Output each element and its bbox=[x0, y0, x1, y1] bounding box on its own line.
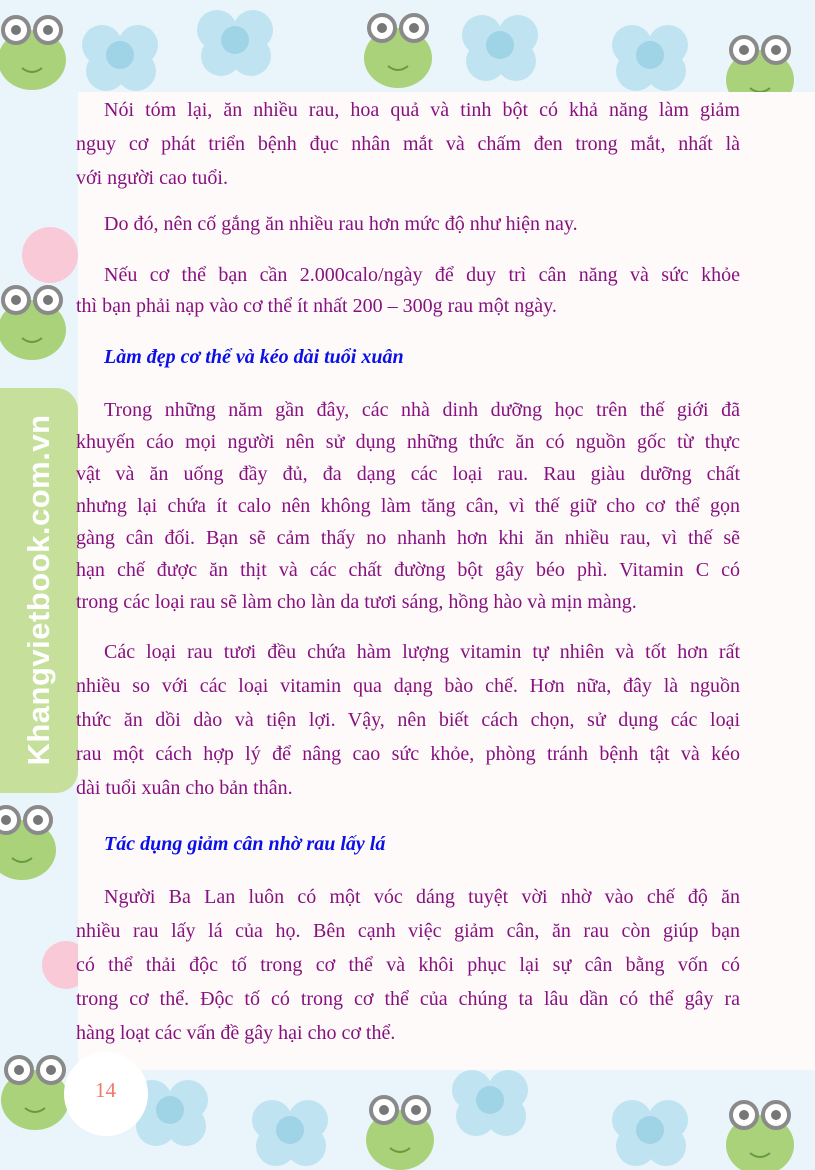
text-line: dài tuổi xuân cho bản thân. bbox=[76, 777, 293, 799]
text-line: thức ăn dồi dào và tiện lợi. Vậy, nên biết cách chọn, sử dụng các loại bbox=[76, 709, 740, 731]
side-tab-text: Khangvietbook.com.vn bbox=[21, 414, 56, 766]
section-heading: Tác dụng giảm cân nhờ rau lấy lá bbox=[104, 833, 386, 855]
text-line: rau một cách hợp lý để nâng cao sức khỏe, phòng tránh bệnh tật và kéo bbox=[76, 743, 740, 765]
paragraph-3 bbox=[76, 258, 740, 323]
text-line: gàng cân đối. Bạn sẽ cảm thấy no nhanh hơn khi ăn nhiều rau, vì thế sẽ bbox=[76, 527, 740, 549]
frog-icon bbox=[0, 807, 56, 880]
text-line: vật và ăn uống đầy đủ, đa dạng các loại rau. Rau giàu dưỡng chất bbox=[76, 463, 740, 485]
paragraph-4 bbox=[76, 394, 740, 618]
text-line: nhiều rau lấy lá của họ. Bên cạnh việc giảm cân, ăn rau còn giúp bạn bbox=[76, 920, 740, 942]
text-line: Nếu cơ thể bạn cần 2.000calo/ngày để duy trì cân năng và sức khỏe bbox=[104, 264, 740, 286]
frog-icon bbox=[0, 287, 66, 360]
frog-icon bbox=[364, 15, 432, 88]
text-line: Các loại rau tươi đều chứa hàm lượng vitamin tự nhiên và tốt hơn rất bbox=[104, 641, 740, 663]
frog-icon bbox=[1, 1057, 69, 1130]
paragraph-6 bbox=[76, 880, 740, 1050]
text-line: Trong những năm gần đây, các nhà dinh dưỡng học trên thế giới đã bbox=[104, 399, 740, 421]
text-line: hạn chế được ăn thịt và các chất đường bột gây béo phì. Vitamin C có bbox=[76, 559, 740, 581]
paragraph-5 bbox=[76, 635, 740, 805]
text-line: thì bạn phải nạp vào cơ thể ít nhất 200 – 300g rau một ngày. bbox=[76, 295, 557, 317]
text-line: trong các loại rau sẽ làm cho làn da tươi sáng, hồng hào và mịn màng. bbox=[76, 591, 637, 613]
page-number: 14 bbox=[95, 1078, 116, 1102]
text-line: trong cơ thể. Độc tố có trong cơ thể của chúng ta lâu dần có thể gây ra bbox=[76, 988, 740, 1010]
frog-icon bbox=[726, 1102, 794, 1170]
text-line: có thể thải độc tố trong cơ thể và khôi phục lại sự cân bằng vốn có bbox=[76, 954, 740, 976]
text-line: nguy cơ phát triển bệnh đục nhân mắt và chấm đen trong mắt, nhất là bbox=[76, 133, 740, 155]
text-line: Người Ba Lan luôn có một vóc dáng tuyệt vời nhờ vào chế độ ăn bbox=[104, 886, 740, 908]
frog-icon bbox=[366, 1097, 434, 1170]
paragraph-2 bbox=[76, 207, 740, 241]
text-line: với người cao tuổi. bbox=[76, 167, 228, 189]
section-heading: Làm đẹp cơ thể và kéo dài tuổi xuân bbox=[104, 346, 404, 368]
frog-icon bbox=[0, 17, 66, 90]
text-line: nhưng lại chứa ít calo nên không làm tăng cân, vì thế giữ cho cơ thể gọn bbox=[76, 495, 740, 517]
text-line: nhiều so với các loại vitamin qua dạng bào chế. Hơn nữa, đây là nguồn bbox=[76, 675, 740, 697]
paragraph-1 bbox=[76, 93, 740, 195]
text-line: Do đó, nên cố gắng ăn nhiều rau hơn mức độ như hiện nay. bbox=[104, 213, 578, 235]
text-line: Nói tóm lại, ăn nhiều rau, hoa quả và tinh bột có khả năng làm giảm bbox=[104, 99, 740, 121]
text-line: khuyến cáo mọi người nên sử dụng những thức ăn có nguồn gốc từ thực bbox=[76, 431, 740, 453]
text-line: hàng loạt các vấn đề gây hại cho cơ thể. bbox=[76, 1022, 396, 1044]
